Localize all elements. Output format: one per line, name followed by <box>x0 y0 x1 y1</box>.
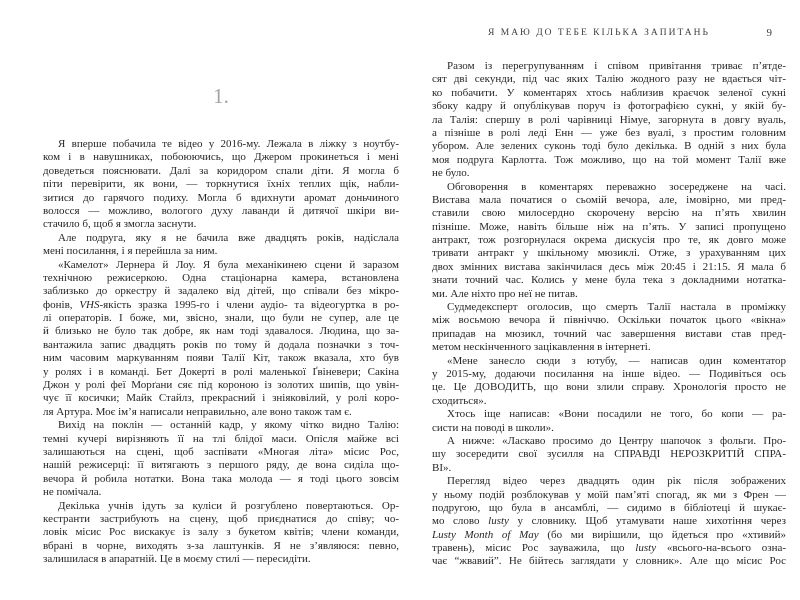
text-line: чає “жвавий”. Не бійтесь заглядати у словник». Але що місис Рос <box>432 555 786 568</box>
text-line: ловік місис Рос вискакує із залу з букетом квітів; члени команди, <box>43 526 399 539</box>
text-line: вечора й робила нотатки. Вона така молода — я тоді цього зовсім <box>43 472 399 485</box>
text-line: стачило б, щоб я змогла заснути. <box>43 218 197 231</box>
paragraph <box>432 181 786 302</box>
text-line: ним часовим маркуванням появи Талії Кіт, також вказала, хто був <box>43 352 399 365</box>
paragraph <box>43 138 399 232</box>
running-header-title: Я МАЮ ДО ТЕБЕ КІЛЬКА ЗАПИТАНЬ <box>488 28 710 38</box>
text-line: кестранти застрибують на сцену, щоб приєднатися до співу; чо- <box>43 512 399 525</box>
text-line: «Мене занесло сюди з ютубу, — написав один коментатор <box>447 354 786 367</box>
text-line: убором. Але зелених суконь тоді було декілька. В одній з них була <box>432 140 786 153</box>
right-page-text <box>432 60 786 569</box>
chapter-number: 1. <box>213 84 229 108</box>
text-line: знати точний час. Колись у мене була тека з докладними нотатка- <box>432 274 786 287</box>
text-line: шу зосередити свої зусилля на СПРАВДІ НЕРОЗКРИТІЙ СПРА- <box>432 448 786 461</box>
text-line: заблизько до оркестру й задалеко від дітей, що співали без мікро- <box>43 285 399 298</box>
text-line: антракт, тож розгорнулася окрема дискусія про те, як довго може <box>432 234 786 247</box>
text-line: лі операторів. І боже, ми, звісно, знали, що були не супер, але це <box>43 312 399 325</box>
text-line: припадав на мюзикл, точний час завершення вистави став пред- <box>432 327 786 340</box>
text-line: А нижче: «Ласкаво просимо до Центру шапочок з фольги. Про- <box>447 434 786 447</box>
right-page <box>400 0 800 600</box>
left-page-text <box>43 138 399 567</box>
text-line: метом нескінченного зацікавлення в інтернеті. <box>432 341 651 354</box>
text-line: сходиться». <box>432 394 487 407</box>
text-line: фонів, VHS-якість зразка 1995-го і члени аудіо- та відеогуртка в ро- <box>43 298 399 311</box>
text-line: нашій режисерці: її витягають з першого ряду, де вона сиділа що- <box>43 459 399 472</box>
text-line: темні кучері вирізняють її на тлі блідої маси. Опісля майже всі <box>43 432 399 445</box>
text-line: мені посилання, і я перейшла за ним. <box>43 245 218 258</box>
paragraph <box>432 60 786 181</box>
paragraph <box>43 259 399 420</box>
text-line: моя подруга Карлотта. Тож можливо, що на той момент Талії вже <box>432 153 786 166</box>
text-line: «Камелот» Лернера й Лоу. Я була механікинею сцени й заразом <box>58 258 399 271</box>
text-line: тривати антракт у шкільному мюзиклі. Отже, з урахуванням цих <box>432 247 786 260</box>
text-line: ми. Але ніхто про неї не питав. <box>432 287 578 300</box>
text-line: піти перевірити, як вони, — торкнутися їхніх теплих щік, набли- <box>43 178 399 191</box>
text-line: вантажила запис двадцять років по тому й додала позначки з точ- <box>43 338 399 351</box>
text-line: травень), місис Рос зауважила, що lusty «всього-на-всього озна- <box>432 542 786 555</box>
text-line: Джон у ролі феї Морґани сяє під короною із золотих шипів, що увін- <box>43 379 399 392</box>
text-line: й близько не було так добре, як нам тоді здавалося. Людина, що за- <box>43 325 399 338</box>
text-line: Lusty Month of May (бо ми вирішили, що йдеться про «хтивий» <box>432 528 786 541</box>
text-line: вбрані в чорне, виходять з-за лаштунків. Я не з’являюся: певно, <box>43 539 399 552</box>
text-line: у 2015-му, додаючи посилання на інше відео. — Подивіться ось <box>432 367 786 380</box>
text-line: не було. <box>432 167 470 180</box>
text-line: ко побачити. У коментарях хтось наблизив краєчок зеленої сукні <box>432 86 786 99</box>
text-line: збоку кадру й опублікував поруч із фотографією сукні, у якій бу- <box>432 100 786 113</box>
text-line: Вистава мала початися о сьомій вечора, але, імовірно, ми пред- <box>432 193 786 206</box>
running-header <box>432 28 786 42</box>
text-line: у ньому подій розблокував у моїй пам’яті спогад, як ми з Френ — <box>432 488 786 501</box>
text-line: волосся — можливо, вологого духу лаванди й дитячої шкіри ви- <box>43 204 399 217</box>
paragraph <box>432 301 786 355</box>
text-line: залишаються на сцені, щоб заспівати «Многая літа» місис Рос, <box>43 445 399 458</box>
text-line: Вихід на поклін — останній кадр, у якому чітко видно Талію: <box>58 419 399 432</box>
paragraph <box>43 419 399 499</box>
paragraph <box>432 475 786 569</box>
text-line: ла Талія: спершу в ролі чарівниці Німуе, загорнута в довгу вуаль, <box>432 113 786 126</box>
paragraph <box>43 500 399 567</box>
text-line: подругою, що була в ансамблі, — сидимо в бібліотеці й шукає- <box>432 501 786 514</box>
text-line: у ролях і в команді. Бет Докерті в ролі маленької Ґвіневери; Сакіна <box>43 365 399 378</box>
text-line: технічною режисеркою. Одна стаціонарна камера, встановлена <box>43 271 399 284</box>
page-number: 9 <box>766 27 772 39</box>
text-line: це. Це ДОВОДИТЬ, що вони злили справу. Хронологія просто не <box>432 381 786 394</box>
text-line: мо слово lusty у словнику. Щоб утамувати наше хихотіння через <box>432 515 786 528</box>
text-line: Разом із перегрупуванням і співом привітання триває п’ятде- <box>447 60 786 72</box>
text-line: пізніше. Може, навіть більше ніж на п’ять. У записі пропущено <box>432 220 786 233</box>
text-line: залишилася в апаратній. Це в моєму стилі — пересидіти. <box>43 553 311 566</box>
text-line: а пізніше в ролі леді Енн — уже без вуалі, з простим головним <box>432 126 786 139</box>
text-line: сят дві секунди, під час яких Талію жодного разу не вдається чіт- <box>432 73 786 86</box>
text-line: Обговорення в коментарях переважно зосереджене на часі. <box>447 180 786 193</box>
text-line: Але подруга, яку я не бачила вже двадцять років, надіслала <box>58 231 399 244</box>
paragraph <box>432 435 786 475</box>
text-line: Хтось іще написав: «Вони посадили не того, бо копи — ра- <box>447 408 786 421</box>
text-line: чує її косички; Майк Стайлз, прекрасний і зніяковілий, у ролі коро- <box>43 392 399 405</box>
text-line: ком і в навушниках, побоюючись, що Джером прокинеться і мені <box>43 151 399 164</box>
text-line: Судмедексперт оголосив, що смерть Талії настала в проміжку <box>447 301 786 314</box>
text-line: ВІ». <box>432 461 452 474</box>
text-line: доведеться пояснювати. Далі за коридором спали діти. Я могла б <box>43 164 399 177</box>
text-line: ля Артура. Моє ім’я написали неправильно, але воно також там є. <box>43 405 352 418</box>
paragraph <box>43 232 399 259</box>
text-line: Перегляд відео через двадцять один рік після зображених <box>447 475 786 488</box>
paragraph <box>432 408 786 435</box>
text-line: систи на поводі в школи». <box>432 421 554 434</box>
paragraph <box>432 355 786 409</box>
text-line: не помічала. <box>43 486 102 499</box>
text-line: ставили свою милосердно скорочену версію на п’ять хвилин <box>432 207 786 220</box>
text-line: Декілька учнів ідуть за куліси й розгублено повертаються. Ор- <box>58 499 399 512</box>
text-line: двох змінних вистава закінчилася десь між 20:45 і 21:15. Я мала б <box>432 260 786 273</box>
text-line: зитися до гарячого подиху. Могла б вдихнути аромат доньчиного <box>43 191 399 204</box>
text-line: між восьмою вечора й північчю. Оскільки початок цього «вікна» <box>432 314 786 327</box>
text-line: Я вперше побачила те відео у 2016-му. Лежала в ліжку з ноутбу- <box>58 138 399 150</box>
